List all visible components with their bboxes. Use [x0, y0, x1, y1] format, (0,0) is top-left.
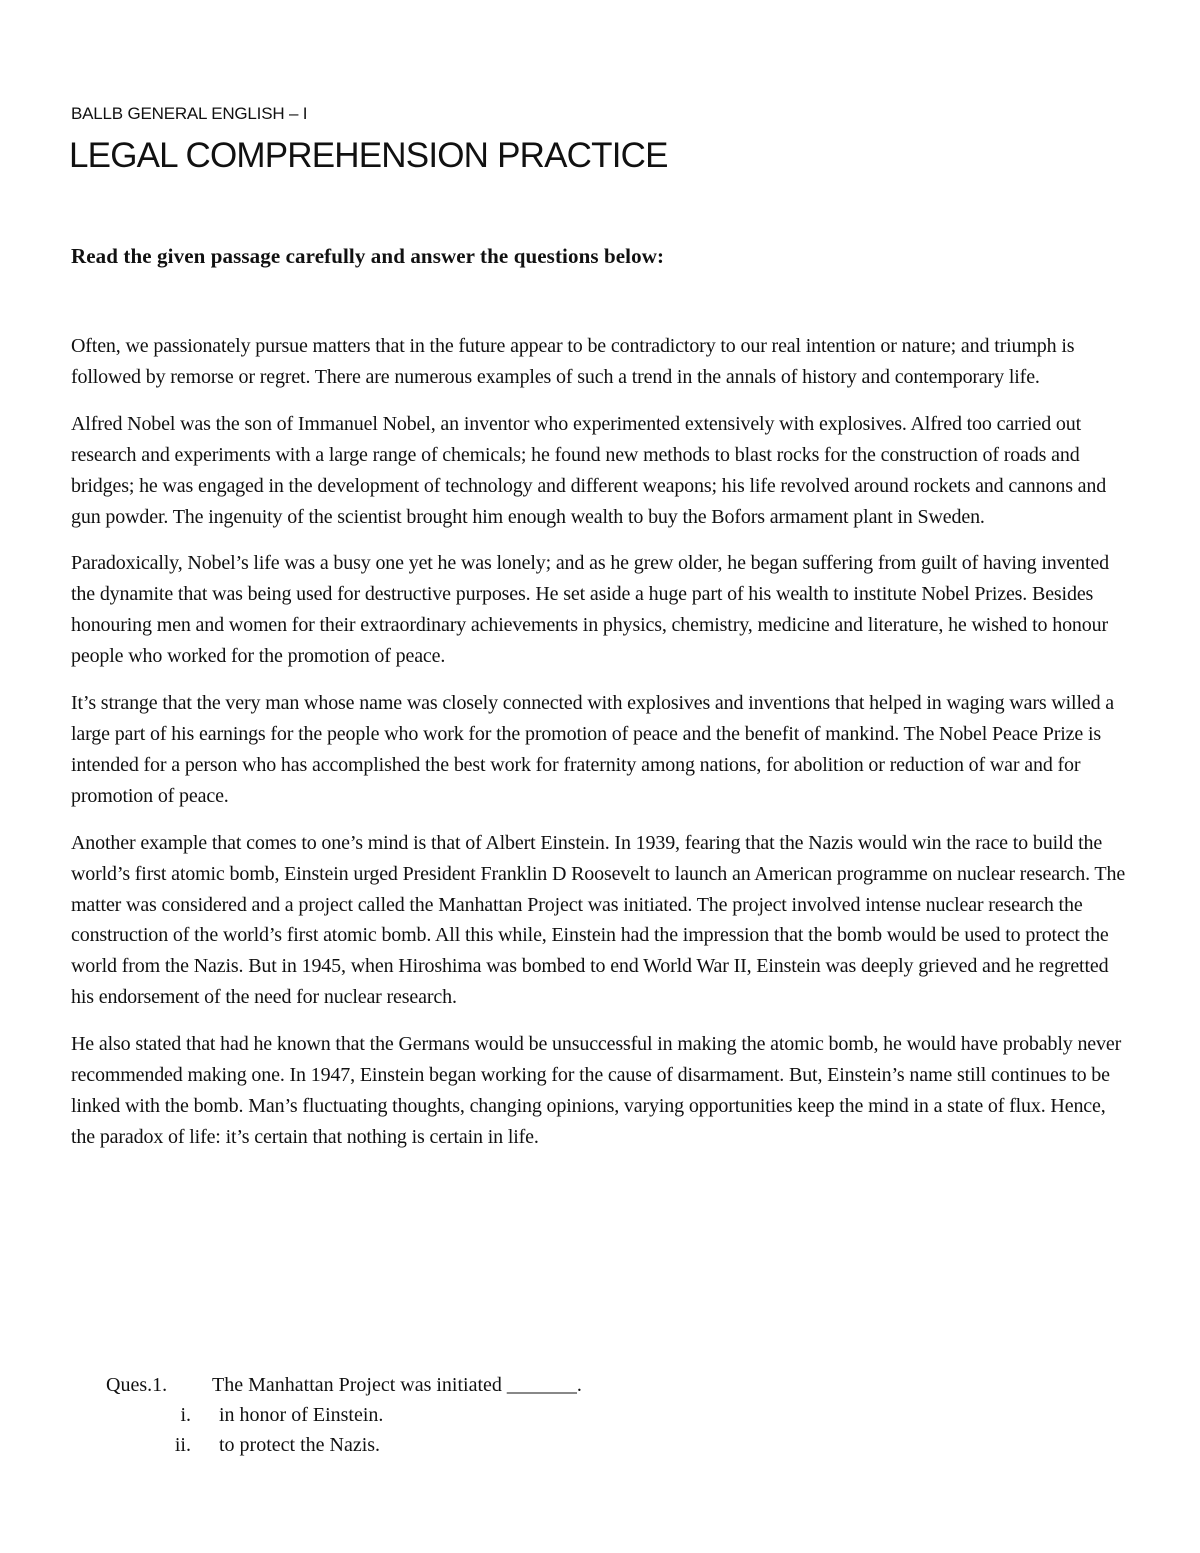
option-text: to protect the Nazis.	[219, 1434, 381, 1456]
option-number: i.	[180, 1404, 191, 1426]
instruction-text: Read the given passage carefully and answer the questions below:	[71, 244, 665, 268]
passage	[71, 331, 1133, 1169]
passage-paragraph-1: Often, we passionately pursue matters that in the future appear to be contradictory to our real intention or nature; and triumph is followed by remorse or regret. There are numerous examples of such a trend in the annals of history and contemporary life.	[71, 335, 1075, 388]
passage-paragraph-3: Paradoxically, Nobel’s life was a busy one yet he was lonely; and as he grew older, he began suffering from guilt of having invented the dynamite that was being used for destructive purposes. He set aside a huge part of his wealth to institute Nobel Prizes. Besides honouring men and women for their extraordinary achievements in physics, chemistry, medicine and literature, he wished to honour people who worked for the promotion of peace.	[71, 552, 1109, 668]
question-text: The Manhattan Project was initiated _______.	[212, 1374, 582, 1396]
passage-paragraph-5: Another example that comes to one’s mind is that of Albert Einstein. In 1939, fearing that the Nazis would win the race to build the world’s first atomic bomb, Einstein urged President Franklin D Roosevelt to launch an American programme on nuclear research. The matter was considered and a project called the Manhattan Project was initiated. The project involved intense nuclear research the construction of the world’s first atomic bomb. All this while, Einstein had the impression that the bomb would be used to protect the world from the Nazis. But in 1945, when Hiroshima was bombed to end World War II, Einstein was deeply grieved and he regretted his endorsement of the need for nuclear research.	[71, 831, 1126, 1009]
option-number: ii.	[174, 1434, 191, 1456]
passage-paragraph-4: It’s strange that the very man whose name was closely connected with explosives and inventions that helped in waging wars willed a large part of his earnings for the people who work for the promotion of peace and the benefit of mankind. The Nobel Peace Prize is intended for a person who has accomplished the best work for fraternity among nations, for abolition or reduction of war and for promotion of peace.	[71, 692, 1115, 807]
passage-paragraph-6: He also stated that had he known that the Germans would be unsuccessful in making the atomic bomb, he would have probably never recommended making one. In 1947, Einstein began working for the cause of disarmament. But, Einstein’s name still continues to be linked with the bomb. Man’s fluctuating thoughts, changing opinions, varying opportunities keep the mind in a state of flux. Hence, the paradox of life: it’s certain that nothing is certain in life.	[71, 1033, 1122, 1148]
question-label: Ques.1.	[106, 1374, 168, 1396]
option-text: in honor of Einstein.	[219, 1404, 384, 1426]
passage-paragraph-2: Alfred Nobel was the son of Immanuel Nobel, an inventor who experimented extensively with explosives. Alfred too carried out research and experiments with a large range of chemicals; he found new methods to blast rocks for the construction of roads and bridges; he was engaged in the development of technology and different weapons; his life revolved around rockets and cannons and gun powder. The ingenuity of the scientist brought him enough wealth to buy the Bofors armament plant in Sweden.	[71, 412, 1107, 528]
course-heading: BALLB GENERAL ENGLISH – I	[71, 104, 308, 123]
page-title: LEGAL COMPREHENSION PRACTICE	[69, 136, 668, 175]
